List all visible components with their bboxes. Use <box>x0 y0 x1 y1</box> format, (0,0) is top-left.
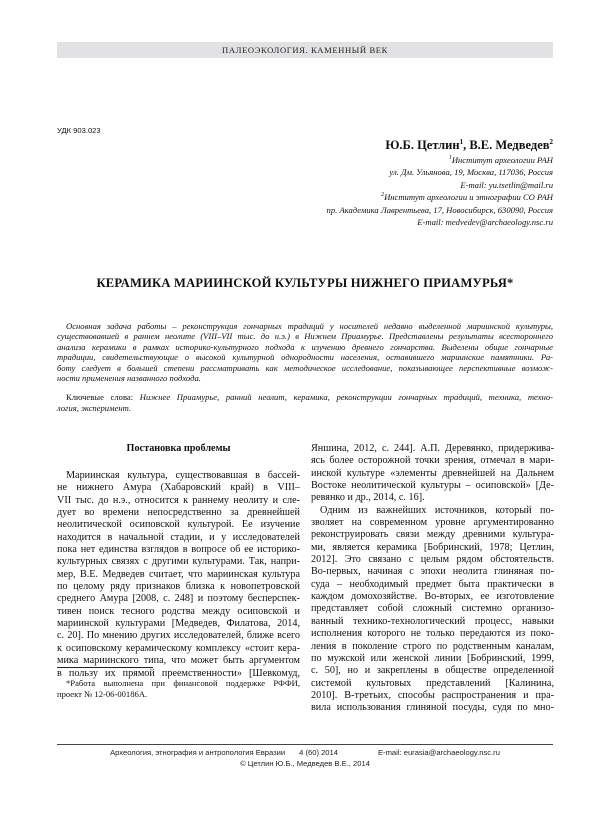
body-line: ясь более осторожной точки зрения, отмечал в мари- <box>311 455 554 467</box>
running-header: ПАЛЕОЭКОЛОГИЯ. КАМЕННЫЙ ВЕК <box>57 42 553 58</box>
body-line: мариинской культурами [Медведев, Филатова, 2014, <box>57 618 300 630</box>
body-line: неолитической осиповской культурой. Ее изучение <box>57 519 300 531</box>
affiliation-text: пр. Академика Лаврентьева, 17, Новосибирск, 630090, Россия <box>326 204 553 215</box>
body-line: ванный технико-технологический процесс, навыки <box>311 615 554 627</box>
affiliation-line <box>327 178 553 190</box>
author-2-sup: 2 <box>549 138 553 146</box>
affiliation-text: E-mail: medvedev@archaeology.nsc.ru <box>417 217 553 228</box>
footer-copyright: © Цетлин Ю.Б., Медведев В.Е., 2014 <box>240 759 370 768</box>
article-title: КЕРАМИКА МАРИИНСКОЙ КУЛЬТУРЫ НИЖНЕГО ПРИАМУРЬЯ* <box>96 276 514 290</box>
footnote-line: проект № 12-06-00186А. <box>57 689 148 699</box>
keywords-label: Ключевые слова: <box>66 392 140 402</box>
abstract-line: Основная задача работы – реконструкция гончарных традиций у носителей недавно выделенной мариинской культуры, <box>66 321 553 331</box>
body-line: к осиповскому керамическому комплексу «стоит кера- <box>57 642 300 654</box>
body-line: 2010]. В-третьих, способы распространения и пра- <box>311 689 554 701</box>
body-line: VII тыс. до н.э., относится к раннему неолиту и сле- <box>57 494 300 506</box>
abstract <box>57 321 553 383</box>
body-line: Одним из важнейших источников, который по- <box>320 504 554 516</box>
body-line: культурных связях с другими культурами. Так, напри- <box>57 556 300 568</box>
footnote-line: *Работа выполнена при финансовой поддержке РФФИ, <box>66 678 300 688</box>
keywords <box>57 392 553 413</box>
affiliation-sup: 2 <box>381 192 385 199</box>
body-line: в пользу их прямой преемственности» [Шевкомуд, <box>57 667 300 679</box>
abstract-line: боту следует в большей степени рассматривать как методическое исследование, показывающее перспективные возмож- <box>57 362 553 373</box>
affiliation-text: E-mail: yu.tsetlin@mail.ru <box>460 179 553 190</box>
author-separator: , <box>463 138 470 153</box>
body-line: суда – необходимый предмет быта практически в <box>311 578 554 590</box>
affiliation-text: Институт археологии и этнографии СО РАН <box>384 192 553 203</box>
author-1-sup: 1 <box>459 138 464 146</box>
body-line: ревянко и др., 2014, с. 16]. <box>311 492 425 504</box>
body-line: зволяет на современном уровне аргументированно <box>311 517 554 529</box>
udk-code: УДК 903.023 <box>57 126 101 135</box>
body-line: Яншина, 2012, с. 244]. А.П. Деревянко, придержива- <box>311 443 554 454</box>
affiliations <box>327 153 553 228</box>
body-line: каждом домохозяйстве. Во-вторых, ее изготовление <box>311 591 554 603</box>
body-line: по целому ряду признаков близка к новопетровской <box>57 581 300 593</box>
affiliation-line <box>327 165 553 177</box>
affiliation-line <box>327 153 553 165</box>
body-line: дует во времени непосредственно за древнейшей <box>57 507 300 519</box>
keywords-list-cont: логия, эксперимент. <box>57 402 132 413</box>
affiliation-text: ул. Дм. Ульянова, 19, Москва, 117036, Россия <box>389 167 553 178</box>
keywords-list: Нижнее Приамурье, ранний неолит, керамика, реконструкции гончарных традиций, техника, техно- <box>139 392 553 402</box>
body-line: не нижнего Амура (Хабаровский край) в VIII– <box>57 482 300 494</box>
body-line: ми, является керамика [Бобринский, 1978; Цетлин, <box>311 541 554 553</box>
section-heading: Постановка проблемы <box>126 443 231 454</box>
body-line: системой культовых представлений [Калинина, <box>311 677 554 689</box>
affiliation-line <box>327 203 553 215</box>
body-line: мика мариинского типа, что может быть аргументом <box>57 655 300 667</box>
body-line: вила использования глиняной посуды, судя по мно- <box>311 702 554 714</box>
affiliation-sup: 1 <box>448 155 452 161</box>
footer-issue: 4 (60) 2014 <box>299 748 338 757</box>
body-line: тивен поиск тесного родства между осиповской и <box>57 605 300 617</box>
body-line: ления в поколение строго по родственным каналам, <box>311 640 554 652</box>
footer-email: E-mail: eurasia@archaeology.nsc.ru <box>377 748 500 757</box>
body-line: инской культуре «элементы древнейшей на Дальнем <box>311 467 554 479</box>
body-line: Во-первых, начиная с эпохи неолита глиняная по- <box>311 566 554 578</box>
footnote-rule <box>57 667 153 668</box>
body-line: реконструировать связи между древними культура- <box>311 529 554 541</box>
body-line: представляет собой сложный системно организо- <box>311 603 554 615</box>
abstract-line: анализа керамики в рамках историко-культурного подхода к изучению древнего гончарства. Выделены общие гончарные <box>57 341 553 352</box>
left-column <box>57 470 300 680</box>
author-1: Ю.Б. Цетлин <box>385 138 460 153</box>
body-line: 2012]. Это связано с целым рядом обстоятельств. <box>311 554 554 566</box>
body-line: находится в начальной стадии, и у исследователей <box>57 531 300 543</box>
abstract-line: ности применения названного подхода. <box>57 373 201 384</box>
body-line: пока нет единства взглядов в вопросе об ее историко- <box>57 544 300 556</box>
affiliation-line <box>327 190 553 202</box>
affiliation-text: Институт археологии РАН <box>451 154 553 165</box>
abstract-line: традиции, свидетельствующие о высокой культурной однородности населения, оставившего мариинские памятники. Ра- <box>57 352 553 363</box>
body-line: по мужской или женской линии [Бобринский, 1999, <box>311 652 554 664</box>
body-line: Востоке неолитической культуры – осиповской» [Де- <box>311 480 554 492</box>
abstract-line: существовавшей в раннем неолите (VIII–VII тыс. до н.э.) в Нижнем Приамурье. Представлены результаты всестороннего <box>57 331 553 342</box>
body-line: мер, В.Е. Медведев считает, что мариинская культура <box>57 568 300 580</box>
body-line: исполнения которого не только передаются из поко- <box>311 628 554 640</box>
body-line: Мариинская культура, существовавшая в бассей- <box>66 470 300 481</box>
affiliation-line <box>327 215 553 227</box>
body-line: с. 20]. По мнению других исследователей, ближе всего <box>57 630 300 642</box>
footnote <box>57 678 300 700</box>
author-2: В.Е. Медведев <box>469 138 550 153</box>
footer-rule <box>57 744 553 745</box>
body-line: с. 50], но и закреплены в обществе определенной <box>311 665 554 677</box>
body-line: среднего Амура [2008, с. 248] и поэтому бесперспек- <box>57 593 300 605</box>
footer-journal: Археология, этнография и антропология Евразии <box>110 748 286 757</box>
page-footer <box>57 747 553 769</box>
right-column <box>311 443 554 715</box>
authors <box>385 138 553 153</box>
